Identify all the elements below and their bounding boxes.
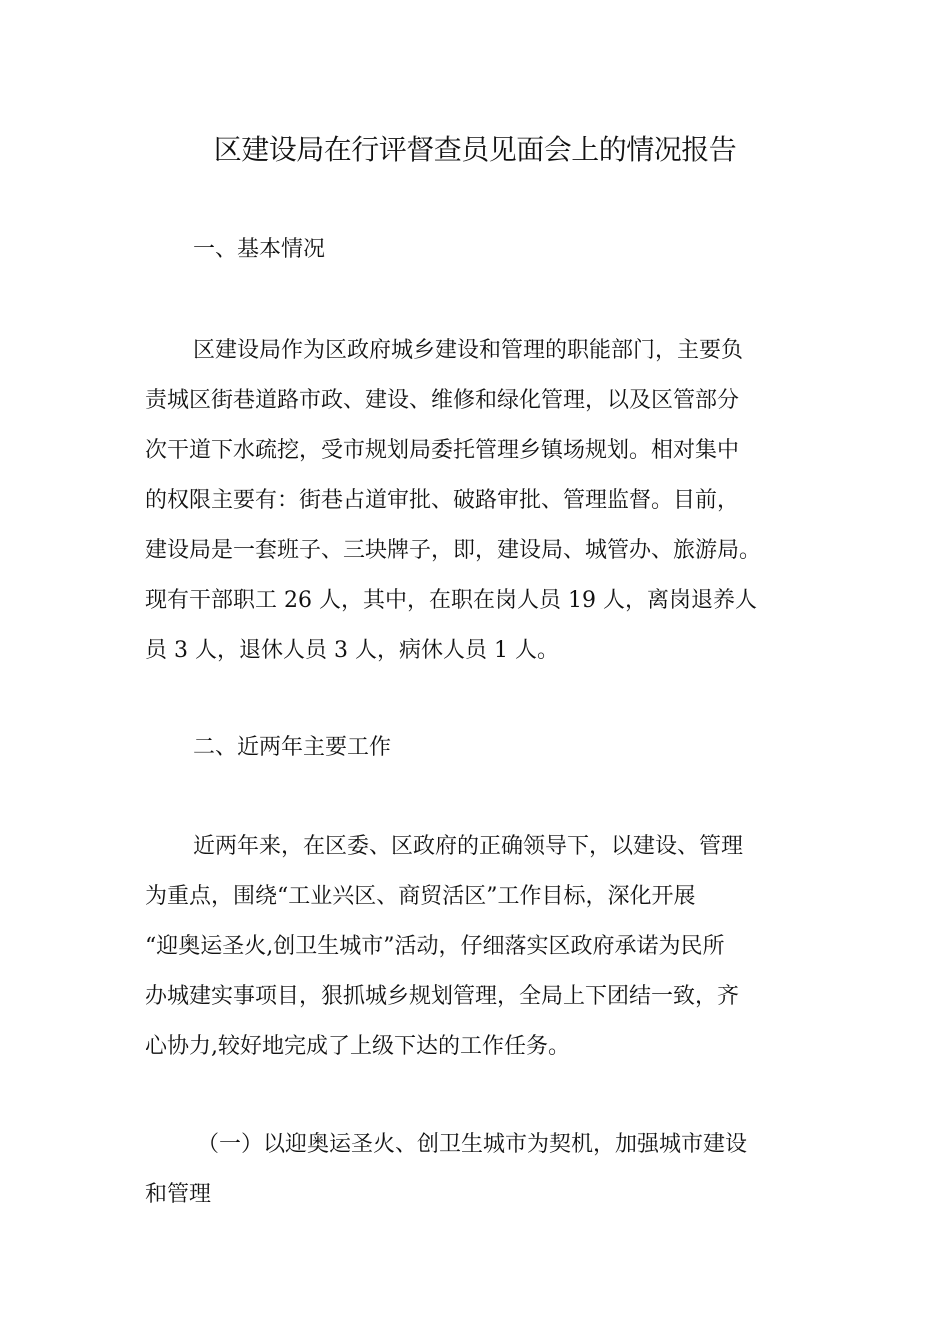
section-heading-2 [145, 723, 825, 773]
paragraph-line: 的权限主要有：街巷占道审批、破路审批、管理监督。目前， [145, 488, 740, 513]
paragraph-line: 建设局是一套班子、三块牌子，即，建设局、城管办、旅游局。 [145, 538, 762, 563]
document-title: 区建设局在行评督查员见面会上的情况报告 [213, 133, 737, 166]
paragraph-line: “迎奥运圣火,创卫生城市”活动，仔细落实区政府承诺为民所 [145, 934, 725, 959]
subsection-line: （一）以迎奥运圣火、创卫生城市为契机，加强城市建设 [197, 1132, 748, 1157]
section-1-paragraph [145, 326, 825, 676]
subsection-heading [145, 1120, 825, 1220]
paragraph-line: 区建设局作为区政府城乡建设和管理的职能部门，主要负 [193, 338, 744, 363]
subsection-line: 和管理 [145, 1182, 212, 1207]
section-heading-text: 二、近两年主要工作 [193, 735, 392, 760]
paragraph-line: 为重点，围绕“工业兴区、商贸活区”工作目标，深化开展 [145, 884, 696, 909]
paragraph-line: 次干道下水疏挖，受市规划局委托管理乡镇场规划。相对集中 [145, 438, 740, 463]
paragraph-line: 办城建实事项目，狠抓城乡规划管理，全局上下团结一致，齐 [145, 984, 740, 1009]
section-heading-text: 一、基本情况 [193, 237, 326, 262]
section-heading-1 [145, 225, 825, 275]
paragraph-line: 责城区街巷道路市政、建设、维修和绿化管理，以及区管部分 [145, 388, 740, 413]
paragraph-line: 近两年来，在区委、区政府的正确领导下，以建设、管理 [193, 834, 744, 859]
section-2-paragraph [145, 822, 825, 1072]
paragraph-line: 员 3 人，退休人员 3 人，病休人员 1 人。 [145, 638, 559, 663]
paragraph-line: 心协力,较好地完成了上级下达的工作任务。 [145, 1034, 570, 1059]
paragraph-line: 现有干部职工 26 人，其中，在职在岗人员 19 人，离岗退养人 [145, 588, 757, 613]
